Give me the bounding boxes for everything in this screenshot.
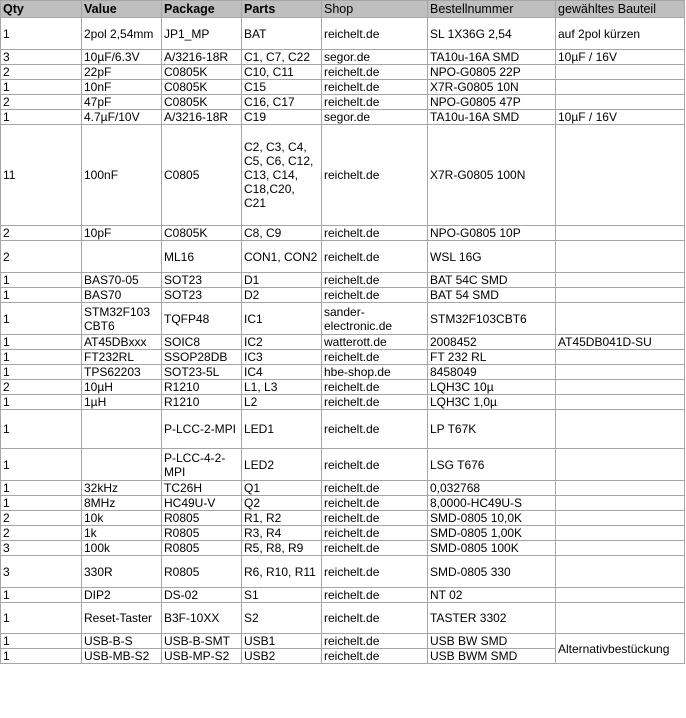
cell-bestellnummer: WSL 16G — [428, 241, 556, 273]
cell-shop: reichelt.de — [322, 511, 428, 526]
cell-value: BAS70-05 — [82, 273, 162, 288]
cell-qty: 1 — [1, 18, 82, 50]
table-row — [1, 395, 685, 410]
cell-package: C0805 — [162, 125, 242, 226]
cell-value: 4.7µF/10V — [82, 110, 162, 125]
cell-gewaehltes-bauteil — [556, 365, 685, 380]
cell-qty: 1 — [1, 80, 82, 95]
cell-gewaehltes-bauteil — [556, 395, 685, 410]
cell-qty: 2 — [1, 526, 82, 541]
table-row — [1, 125, 685, 226]
cell-shop: reichelt.de — [322, 603, 428, 634]
cell-value: 10k — [82, 511, 162, 526]
cell-gewaehltes-bauteil — [556, 125, 685, 226]
cell-shop: reichelt.de — [322, 350, 428, 365]
cell-bestellnummer: 0,032768 — [428, 481, 556, 496]
cell-bestellnummer: SMD-0805 10,0K — [428, 511, 556, 526]
cell-qty: 1 — [1, 481, 82, 496]
cell-shop: reichelt.de — [322, 395, 428, 410]
cell-shop: reichelt.de — [322, 526, 428, 541]
cell-parts: IC4 — [242, 365, 322, 380]
cell-shop: reichelt.de — [322, 634, 428, 649]
cell-package: R0805 — [162, 541, 242, 556]
cell-package: USB-MP-S2 — [162, 649, 242, 664]
cell-shop: hbe-shop.de — [322, 365, 428, 380]
cell-bestellnummer: NPO-G0805 10P — [428, 226, 556, 241]
cell-gewaehltes-bauteil — [556, 588, 685, 603]
cell-bestellnummer: LQH3C 1,0µ — [428, 395, 556, 410]
cell-package: ML16 — [162, 241, 242, 273]
cell-value: STM32F103 CBT6 — [82, 303, 162, 335]
cell-parts: D1 — [242, 273, 322, 288]
cell-value: 10nF — [82, 80, 162, 95]
cell-parts: IC2 — [242, 335, 322, 350]
cell-value: 330R — [82, 556, 162, 588]
table-row — [1, 335, 685, 350]
cell-shop: reichelt.de — [322, 649, 428, 664]
cell-package: C0805K — [162, 95, 242, 110]
cell-bestellnummer: USB BWM SMD — [428, 649, 556, 664]
table-row — [1, 634, 685, 649]
cell-gewaehltes-bauteil — [556, 80, 685, 95]
table-row — [1, 481, 685, 496]
cell-parts: C2, C3, C4, C5, C6, C12, C13, C14, C18,C20, C21 — [242, 125, 322, 226]
cell-parts: C15 — [242, 80, 322, 95]
cell-parts: C19 — [242, 110, 322, 125]
cell-value: 8MHz — [82, 496, 162, 511]
cell-bestellnummer: TASTER 3302 — [428, 603, 556, 634]
cell-shop: reichelt.de — [322, 410, 428, 449]
table-row — [1, 288, 685, 303]
cell-bestellnummer: BAT 54 SMD — [428, 288, 556, 303]
table-row — [1, 226, 685, 241]
cell-bestellnummer: USB BW SMD — [428, 634, 556, 649]
table-row — [1, 241, 685, 273]
col-header-value: Value — [82, 1, 162, 18]
cell-package: DS-02 — [162, 588, 242, 603]
cell-package: R1210 — [162, 395, 242, 410]
cell-bestellnummer: TA10u-16A SMD — [428, 50, 556, 65]
cell-bestellnummer: BAT 54C SMD — [428, 273, 556, 288]
cell-bestellnummer: NPO-G0805 47P — [428, 95, 556, 110]
cell-value: 47pF — [82, 95, 162, 110]
cell-qty: 1 — [1, 449, 82, 481]
cell-gewaehltes-bauteil — [556, 241, 685, 273]
cell-parts: C8, C9 — [242, 226, 322, 241]
table-row — [1, 18, 685, 50]
cell-parts: L1, L3 — [242, 380, 322, 395]
table-row — [1, 273, 685, 288]
table-row — [1, 95, 685, 110]
table-row — [1, 496, 685, 511]
cell-qty: 3 — [1, 50, 82, 65]
cell-shop: reichelt.de — [322, 65, 428, 80]
cell-value: 10µF/6.3V — [82, 50, 162, 65]
cell-package: R0805 — [162, 556, 242, 588]
col-header-qty: Qty — [1, 1, 82, 18]
cell-qty: 1 — [1, 395, 82, 410]
cell-parts: USB2 — [242, 649, 322, 664]
cell-shop: segor.de — [322, 50, 428, 65]
cell-package: USB-B-SMT — [162, 634, 242, 649]
cell-shop: reichelt.de — [322, 556, 428, 588]
cell-parts: S2 — [242, 603, 322, 634]
cell-bestellnummer: 8,0000-HC49U-S — [428, 496, 556, 511]
cell-bestellnummer: STM32F103CBT6 — [428, 303, 556, 335]
cell-value: 10µH — [82, 380, 162, 395]
table-row — [1, 603, 685, 634]
cell-gewaehltes-bauteil: 10µF / 16V — [556, 110, 685, 125]
cell-value: 2pol 2,54mm — [82, 18, 162, 50]
cell-shop: reichelt.de — [322, 80, 428, 95]
cell-gewaehltes-bauteil — [556, 449, 685, 481]
cell-value: 32kHz — [82, 481, 162, 496]
cell-package: SSOP28DB — [162, 350, 242, 365]
cell-parts: L2 — [242, 395, 322, 410]
cell-package: SOIC8 — [162, 335, 242, 350]
cell-value: USB-MB-S2 — [82, 649, 162, 664]
cell-bestellnummer: 8458049 — [428, 365, 556, 380]
cell-value: Reset-Taster — [82, 603, 162, 634]
cell-gewaehltes-bauteil — [556, 541, 685, 556]
cell-package: A/3216-18R — [162, 50, 242, 65]
cell-gewaehltes-bauteil — [556, 481, 685, 496]
table-row — [1, 350, 685, 365]
cell-package: P-LCC-2-MPI — [162, 410, 242, 449]
cell-gewaehltes-bauteil — [556, 380, 685, 395]
cell-parts: LED2 — [242, 449, 322, 481]
cell-qty: 2 — [1, 95, 82, 110]
cell-shop: reichelt.de — [322, 541, 428, 556]
table-row — [1, 365, 685, 380]
cell-shop: reichelt.de — [322, 125, 428, 226]
cell-parts: Q1 — [242, 481, 322, 496]
cell-qty: 2 — [1, 380, 82, 395]
col-header-parts: Parts — [242, 1, 322, 18]
cell-parts: R5, R8, R9 — [242, 541, 322, 556]
cell-gewaehltes-bauteil — [556, 273, 685, 288]
cell-qty: 1 — [1, 335, 82, 350]
table-row — [1, 556, 685, 588]
cell-qty: 1 — [1, 110, 82, 125]
cell-gewaehltes-bauteil — [556, 556, 685, 588]
table-row — [1, 449, 685, 481]
table-row — [1, 511, 685, 526]
cell-shop: reichelt.de — [322, 273, 428, 288]
cell-shop: reichelt.de — [322, 380, 428, 395]
cell-package: A/3216-18R — [162, 110, 242, 125]
cell-gewaehltes-bauteil — [556, 350, 685, 365]
cell-parts: C16, C17 — [242, 95, 322, 110]
cell-parts: S1 — [242, 588, 322, 603]
cell-bestellnummer: LSG T676 — [428, 449, 556, 481]
cell-parts: C10, C11 — [242, 65, 322, 80]
cell-parts: D2 — [242, 288, 322, 303]
cell-value — [82, 241, 162, 273]
table-row — [1, 541, 685, 556]
table-row — [1, 50, 685, 65]
cell-qty: 1 — [1, 410, 82, 449]
cell-gewaehltes-bauteil — [556, 511, 685, 526]
cell-value: DIP2 — [82, 588, 162, 603]
cell-qty: 2 — [1, 65, 82, 80]
col-header-package: Package — [162, 1, 242, 18]
cell-bestellnummer: NPO-G0805 22P — [428, 65, 556, 80]
table-row — [1, 65, 685, 80]
cell-package: SOT23 — [162, 273, 242, 288]
cell-package: TQFP48 — [162, 303, 242, 335]
cell-qty: 1 — [1, 496, 82, 511]
cell-parts: LED1 — [242, 410, 322, 449]
cell-qty: 1 — [1, 273, 82, 288]
cell-value: 1µH — [82, 395, 162, 410]
cell-shop: reichelt.de — [322, 95, 428, 110]
cell-value: AT45DBxxx — [82, 335, 162, 350]
cell-bestellnummer: SMD-0805 100K — [428, 541, 556, 556]
cell-parts: IC1 — [242, 303, 322, 335]
cell-qty: 1 — [1, 588, 82, 603]
cell-gewaehltes-bauteil — [556, 95, 685, 110]
cell-qty: 3 — [1, 556, 82, 588]
cell-package: R0805 — [162, 526, 242, 541]
cell-value: FT232RL — [82, 350, 162, 365]
cell-qty: 1 — [1, 288, 82, 303]
cell-qty: 2 — [1, 511, 82, 526]
cell-gewaehltes-bauteil: Alternativbestückung — [556, 634, 685, 664]
cell-gewaehltes-bauteil: auf 2pol kürzen — [556, 18, 685, 50]
cell-package: SOT23 — [162, 288, 242, 303]
cell-value: 100nF — [82, 125, 162, 226]
table-row — [1, 303, 685, 335]
cell-bestellnummer: X7R-G0805 100N — [428, 125, 556, 226]
cell-shop: reichelt.de — [322, 226, 428, 241]
cell-bestellnummer: X7R-G0805 10N — [428, 80, 556, 95]
cell-shop: reichelt.de — [322, 481, 428, 496]
cell-value — [82, 449, 162, 481]
cell-bestellnummer: TA10u-16A SMD — [428, 110, 556, 125]
table-row — [1, 410, 685, 449]
cell-value: 22pF — [82, 65, 162, 80]
cell-package: R1210 — [162, 380, 242, 395]
cell-value: TPS62203 — [82, 365, 162, 380]
cell-parts: CON1, CON2 — [242, 241, 322, 273]
cell-parts: R6, R10, R11 — [242, 556, 322, 588]
cell-gewaehltes-bauteil — [556, 496, 685, 511]
cell-value: 10pF — [82, 226, 162, 241]
cell-package: P-LCC-4-2-MPI — [162, 449, 242, 481]
cell-gewaehltes-bauteil — [556, 526, 685, 541]
cell-parts: Q2 — [242, 496, 322, 511]
cell-shop: watterott.de — [322, 335, 428, 350]
cell-package: B3F-10XX — [162, 603, 242, 634]
cell-bestellnummer: SMD-0805 1,00K — [428, 526, 556, 541]
cell-package: JP1_MP — [162, 18, 242, 50]
cell-qty: 2 — [1, 226, 82, 241]
cell-qty: 2 — [1, 241, 82, 273]
cell-bestellnummer: NT 02 — [428, 588, 556, 603]
cell-parts: R1, R2 — [242, 511, 322, 526]
cell-shop: reichelt.de — [322, 496, 428, 511]
cell-qty: 1 — [1, 365, 82, 380]
cell-gewaehltes-bauteil — [556, 226, 685, 241]
cell-package: C0805K — [162, 80, 242, 95]
cell-value: 100k — [82, 541, 162, 556]
table-row — [1, 380, 685, 395]
col-header-shop: Shop — [322, 1, 428, 18]
cell-parts: USB1 — [242, 634, 322, 649]
cell-qty: 11 — [1, 125, 82, 226]
cell-gewaehltes-bauteil — [556, 603, 685, 634]
cell-value: BAS70 — [82, 288, 162, 303]
cell-bestellnummer: SMD-0805 330 — [428, 556, 556, 588]
cell-package: R0805 — [162, 511, 242, 526]
table-row — [1, 110, 685, 125]
cell-qty: 1 — [1, 634, 82, 649]
cell-value: 1k — [82, 526, 162, 541]
table-row — [1, 588, 685, 603]
cell-bestellnummer: LQH3C 10µ — [428, 380, 556, 395]
cell-shop: segor.de — [322, 110, 428, 125]
cell-parts: BAT — [242, 18, 322, 50]
cell-gewaehltes-bauteil: 10µF / 16V — [556, 50, 685, 65]
cell-parts: C1, C7, C22 — [242, 50, 322, 65]
cell-bestellnummer: LP T67K — [428, 410, 556, 449]
cell-package: C0805K — [162, 65, 242, 80]
cell-shop: reichelt.de — [322, 288, 428, 303]
cell-qty: 1 — [1, 603, 82, 634]
header-row — [1, 1, 685, 18]
cell-gewaehltes-bauteil — [556, 410, 685, 449]
cell-package: SOT23-5L — [162, 365, 242, 380]
table-row — [1, 80, 685, 95]
cell-bestellnummer: FT 232 RL — [428, 350, 556, 365]
col-header-gewaehltes-bauteil: gewähltes Bauteil — [556, 1, 685, 18]
cell-shop: reichelt.de — [322, 449, 428, 481]
cell-parts: R3, R4 — [242, 526, 322, 541]
cell-package: HC49U-V — [162, 496, 242, 511]
cell-bestellnummer: 2008452 — [428, 335, 556, 350]
cell-package: TC26H — [162, 481, 242, 496]
col-header-bestellnummer: Bestellnummer — [428, 1, 556, 18]
cell-package: C0805K — [162, 226, 242, 241]
cell-shop: sander-electronic.de — [322, 303, 428, 335]
cell-gewaehltes-bauteil — [556, 65, 685, 80]
cell-gewaehltes-bauteil — [556, 303, 685, 335]
cell-qty: 3 — [1, 541, 82, 556]
cell-qty: 1 — [1, 649, 82, 664]
cell-value: USB-B-S — [82, 634, 162, 649]
cell-gewaehltes-bauteil — [556, 288, 685, 303]
cell-qty: 1 — [1, 350, 82, 365]
cell-qty: 1 — [1, 303, 82, 335]
cell-parts: IC3 — [242, 350, 322, 365]
cell-shop: reichelt.de — [322, 241, 428, 273]
cell-value — [82, 410, 162, 449]
cell-shop: reichelt.de — [322, 588, 428, 603]
cell-shop: reichelt.de — [322, 18, 428, 50]
cell-bestellnummer: SL 1X36G 2,54 — [428, 18, 556, 50]
table-row — [1, 526, 685, 541]
cell-gewaehltes-bauteil: AT45DB041D-SU — [556, 335, 685, 350]
